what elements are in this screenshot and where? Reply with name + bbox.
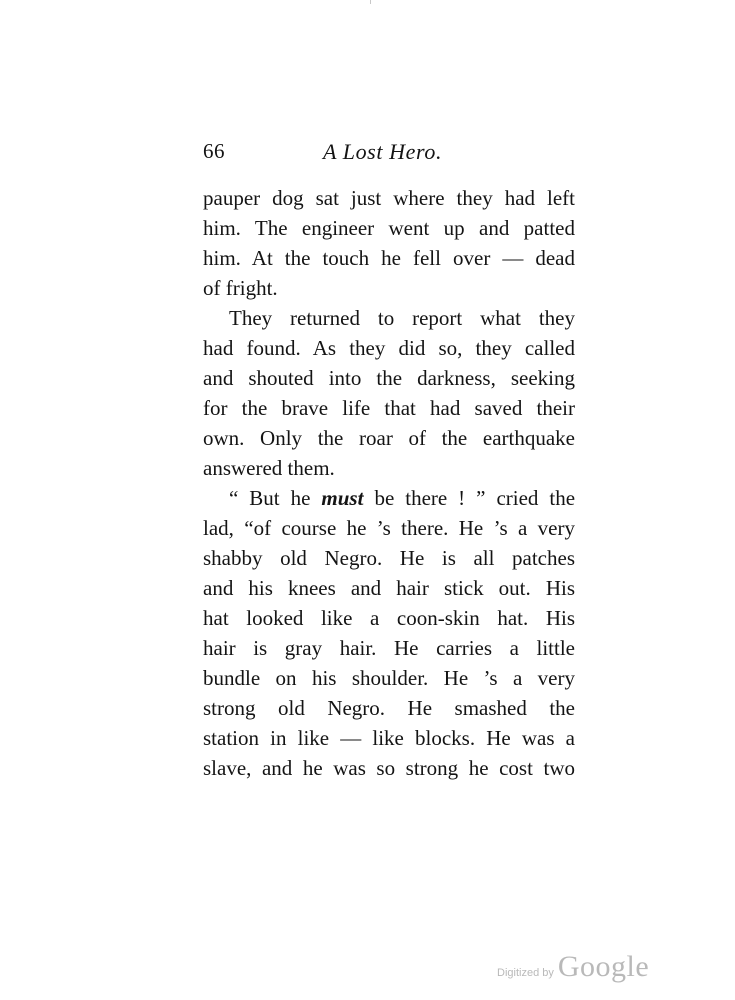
- emphasized-word: must: [321, 486, 364, 510]
- text-line: station in like — like blocks. He was a: [203, 726, 575, 750]
- text-line: They returned to report what they: [229, 306, 575, 330]
- text-line: strong old Negro. He smashed the: [203, 696, 575, 720]
- text-line: had found. As they did so, they called: [203, 336, 575, 360]
- page-header: [203, 139, 575, 169]
- text-line: answered them.: [203, 456, 335, 480]
- quote-tail: cried the: [496, 486, 575, 510]
- text-line: and shouted into the darkness, seeking: [203, 366, 575, 390]
- text-line: own. Only the roar of the earthquake: [203, 426, 575, 450]
- body-text: [203, 183, 575, 783]
- text-line: hair is gray hair. He carries a little: [203, 636, 575, 660]
- text-line: hat looked like a coon-skin hat. His: [203, 606, 575, 630]
- quote-open: “ But he: [229, 486, 311, 510]
- scan-artifact: [370, 0, 371, 4]
- text-line: bundle on his shoulder. He ’s a very: [203, 666, 575, 690]
- text-line: pauper dog sat just where they had left: [203, 186, 575, 210]
- page-number: 66: [203, 139, 225, 163]
- text-line: slave, and he was so strong he cost two: [203, 756, 575, 780]
- running-title: A Lost Hero.: [323, 139, 443, 164]
- watermark-prefix: Digitized by: [497, 967, 554, 979]
- digitized-watermark: [497, 950, 649, 986]
- text-line: him. The engineer went up and patted: [203, 216, 575, 240]
- text-line: him. At the touch he fell over — dead: [203, 246, 575, 270]
- google-logo: Google: [557, 950, 650, 983]
- text-line-with-emphasis: [203, 483, 575, 513]
- text-line: lad, “of course he ’s there. He ’s a very: [203, 516, 575, 540]
- text-line: and his knees and hair stick out. His: [203, 576, 575, 600]
- quote-rest: be there ! ”: [374, 486, 486, 510]
- text-line: for the brave life that had saved their: [203, 396, 575, 420]
- text-line: shabby old Negro. He is all patches: [203, 546, 575, 570]
- text-line: of fright.: [203, 276, 278, 300]
